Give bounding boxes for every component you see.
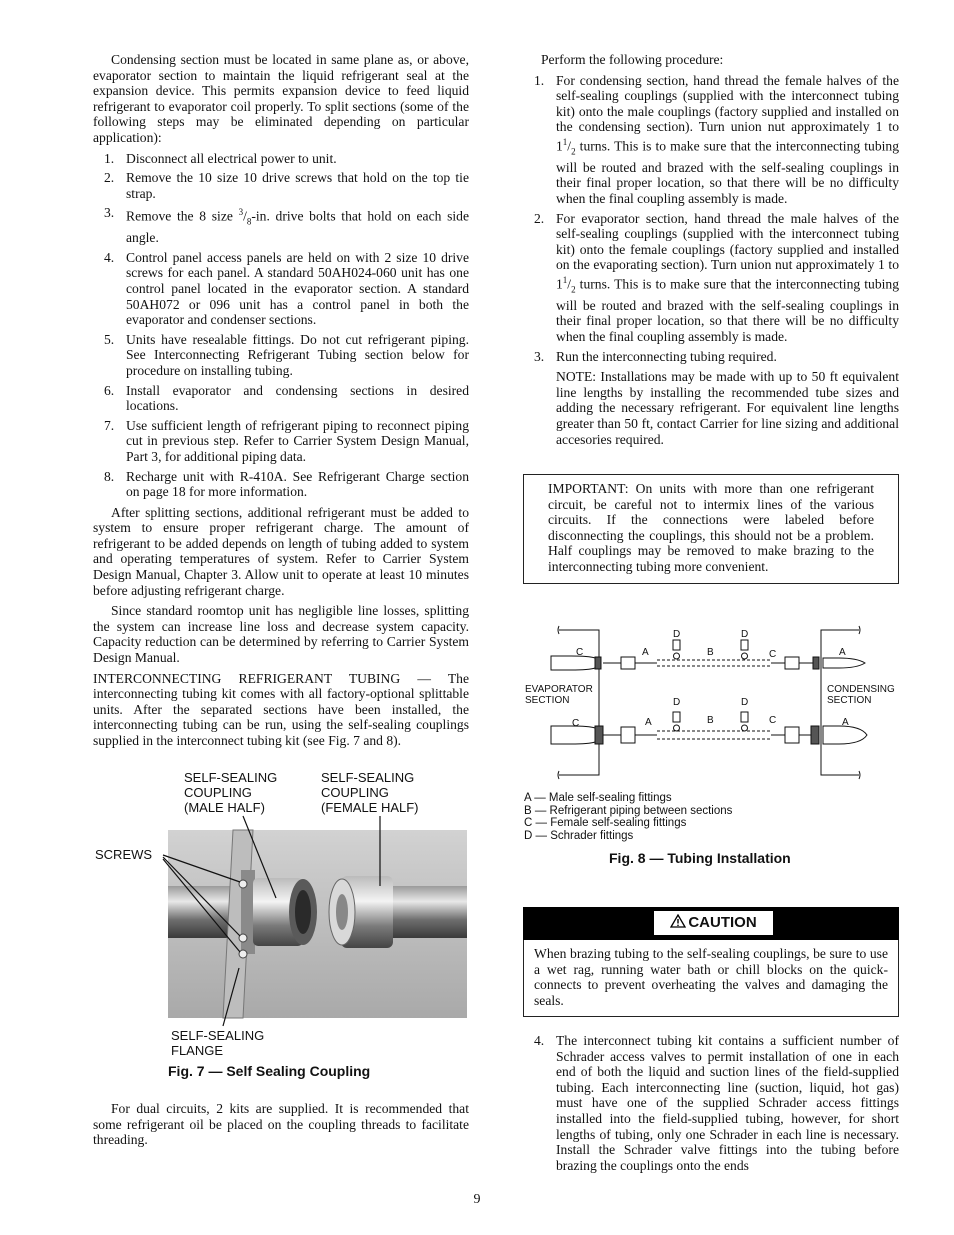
split-step-5: 5. Units have resealable fittings. Do not cut refrigerant piping. See Interconnecting Refrigerant Tubing section below for procedure on installing tubing. xyxy=(104,331,469,378)
line-losses-paragraph: Since standard roomtop unit has negligible line losses, splitting the system can increase line loss and decrease system capacity. Capacity reduction can be determined by referring to Carrier System Design Manual. xyxy=(93,603,469,666)
split-step-8: 8. Recharge unit with R-410A. See Refrigerant Charge section on page 18 for more information. xyxy=(104,468,469,500)
fig8-legend-d: D — Schrader fittings xyxy=(524,829,634,842)
fig8-label-d2: D xyxy=(741,629,749,640)
fig7-label-screws: SCREWS xyxy=(95,847,153,862)
procedure-step-4-text: The interconnect tubing kit contains a sufficient number of Schrader access valves to permit installation of one in each end of both the liquid and suction lines of the field-supplied tubing. Each interconnecting line (suction, liquid, hot gas) must have one of the supplied Schrader access fittings installed into the field-supplied tubing, however, for short lengths of tubing, only one Schrader in each line is necessary. Install the Schrader valve fittings into the tubing before brazing the couplings onto the ends xyxy=(556,1033,899,1173)
caution-label: CAUTION xyxy=(688,914,757,931)
warning-triangle-icon xyxy=(670,914,686,928)
fig8-label-c3: C xyxy=(572,718,580,729)
fig7-caption: Fig. 7 — Self Sealing Coupling xyxy=(168,1063,371,1079)
caution-box xyxy=(523,907,899,1017)
fig7-figure xyxy=(93,768,473,1088)
fig8-label-a2: A xyxy=(839,647,846,658)
right-column xyxy=(523,52,899,452)
fig8-label-a1: A xyxy=(642,647,649,658)
dual-circuits-paragraph: For dual circuits, 2 kits are supplied. It is recommended that some refrigerant oil be placed on the coupling threads to facilitate threading. xyxy=(93,1101,469,1148)
fig8-label-b2: B xyxy=(707,715,714,726)
procedure-step-3: 3. Run the interconnecting tubing required. xyxy=(534,348,777,364)
caution-header xyxy=(523,907,899,940)
fig8-label-c2: C xyxy=(769,649,777,660)
fig8-label-a3: A xyxy=(645,717,652,728)
fig8-legend xyxy=(524,792,732,842)
fig8-legend-b: B — Refrigerant piping between sections xyxy=(524,804,733,817)
fig8-label-evaporator: EVAPORATOR SECTION xyxy=(525,684,593,706)
fig7-label-female: SELF-SEALING COUPLING (FEMALE HALF) xyxy=(321,770,419,815)
fig8-caption: Fig. 8 — Tubing Installation xyxy=(609,850,791,866)
procedure-steps-list xyxy=(523,73,899,365)
fig8-label-c1: C xyxy=(576,647,584,658)
note-paragraph: NOTE: Installations may be made with up to 50 ft equivalent line lengths by installing the recommended tube sizes and adding the necessary refrigerant. For equivalent line lengths greater than 50 ft, contact Carrier for line sizing and additional accesories required. xyxy=(556,369,899,447)
fig7-label-flange: SELF-SEALING FLANGE xyxy=(171,1028,265,1058)
fig8-figure xyxy=(523,620,899,872)
tubing-paragraph: INTERCONNECTING REFRIGERANT TUBING — The interconnecting tubing kit comes with all factory-optional splittable units. After the separated sections have been installed, the interconnecting tubing can be run, using the self-sealing couplings supplied in the interconnect tubing kit (see Fig. 7 and 8). xyxy=(93,670,469,748)
after-split-paragraph: After splitting sections, additional refrigerant must be added to system to ensure proper refrigerant charge. The amount of refrigerant to be added depends on length of tubing added to system and operating temperatures of system. Refer to Carrier System Design Manual, Chapter 3. Allow unit to operate at least 10 minutes before adjusting refrigerant charge. xyxy=(93,504,469,598)
important-box xyxy=(523,474,899,584)
fig8-label-a4: A xyxy=(842,717,849,728)
split-step-1: 1. Disconnect all electrical power to unit. xyxy=(104,150,337,166)
left-column xyxy=(93,52,469,754)
fig7-photo xyxy=(93,768,473,1028)
fig8-label-c4: C xyxy=(769,715,777,726)
fig8-label-d4: D xyxy=(741,697,749,708)
fig8-label-condensing: CONDENSING SECTION xyxy=(827,684,895,706)
important-text: IMPORTANT: On units with more than one refrigerant circuit, be careful not to intermix lines of the various circuits. If the connections were labeled before disconnecting the couplings, this should not be a problem. Half couplings may be removed to make brazing to the interconnecting tubing more convenient. xyxy=(548,481,874,574)
caution-label-box xyxy=(654,911,773,935)
fig8-label-d3: D xyxy=(673,697,681,708)
procedure-step-4: 4. The interconnect tubing kit contains a sufficient number of Schrader access valves to permit installation of one in each end of both the liquid and suction lines of the field-supplied tubing. Each interconnecting line (suction, liquid, hot gas) must have one of the supplied Schrader access fittings installed into the field-supplied tubing, however, for short lengths of tubing, only one Schrader in each line is necessary. Install the Schrader valve fittings into the tubing before brazing the couplings onto the ends xyxy=(534,1033,899,1173)
caution-text: When brazing tubing to the self-sealing couplings, be sure to use a wet rag, running water bath or chill blocks on the quick-connects to prevent overheating the valves and damaging the seals. xyxy=(534,946,888,1008)
page-number: 9 xyxy=(473,1192,481,1207)
perform-paragraph: Perform the following procedure: xyxy=(541,52,724,67)
procedure-step-1: 1. For condensing section, hand thread the female halves of the self-sealing couplings (supplied with the interconnect tubing kit) onto the male couplings (factory supplied and installed on the condensing section). Turn union nut approximately 1 to $1^1/_2$ turns. This is to make sure that the interconnecting tubing will be routed and brazed with the self-sealing couplings in their final proper location, so that there will be no difficulty when the final coupling assembly is made. xyxy=(534,72,899,206)
fig8-label-b1: B xyxy=(707,647,714,658)
fig8-legend-c: C — Female self-sealing fittings xyxy=(524,817,687,829)
intro-paragraph: Condensing section must be located in same plane as, or above, evaporator section to maintain the liquid refrigerant seal at the expansion device. This permits expansion device to feed liquid refrigerant to evaporator coil properly. To split sections (some of the following steps may be eliminated depending on particular application): xyxy=(93,52,469,145)
split-step-2: 2. Remove the 10 size 10 drive screws that hold on the top tie strap. xyxy=(104,170,469,201)
tubing-heading: INTERCONNECTING REFRIGERANT TUBING — xyxy=(93,670,448,686)
split-step-3: 3. Remove the 8 size $^3/_8-in$. drive bolts that hold on each side angle. xyxy=(104,205,469,246)
split-step-6: 6. Install evaporator and condensing sections in desired locations. xyxy=(104,382,469,414)
split-step-7: 7. Use sufficient length of refrigerant piping to reconnect piping cut in previous step. Refer to Carrier System Design Manual, Part 3, for additional piping data. xyxy=(104,417,469,464)
split-steps-list xyxy=(93,151,469,500)
split-step-4: 4. Control panel access panels are held on with 2 size 10 drive screws for each panel. A standard 50AH024-060 unit has one control panel located in the evaporator section. A standard 50AH072 or 096 unit has a control panel in both the evaporator and condenser sections. xyxy=(104,249,469,328)
procedure-step-2: 2. For evaporator section, hand thread the male halves of the self-sealing couplings (supplied with the interconnect tubing kit) onto the female couplings (factory supplied and installed on the evaporating section). Turn union nut approximately 1 to $1^1/_2$ turns. This is to make sure that the interconnecting tubing will be routed and brazed with the self-sealing couplings in their final proper location, so that there will be no difficulty when the final coupling assembly is made. xyxy=(534,210,899,344)
fig8-legend-a: A — Male self-sealing fittings xyxy=(524,792,672,804)
fig8-label-d1: D xyxy=(673,629,681,640)
fig7-label-male: SELF-SEALING COUPLING (MALE HALF) xyxy=(184,770,278,815)
caution-body xyxy=(523,940,899,1017)
